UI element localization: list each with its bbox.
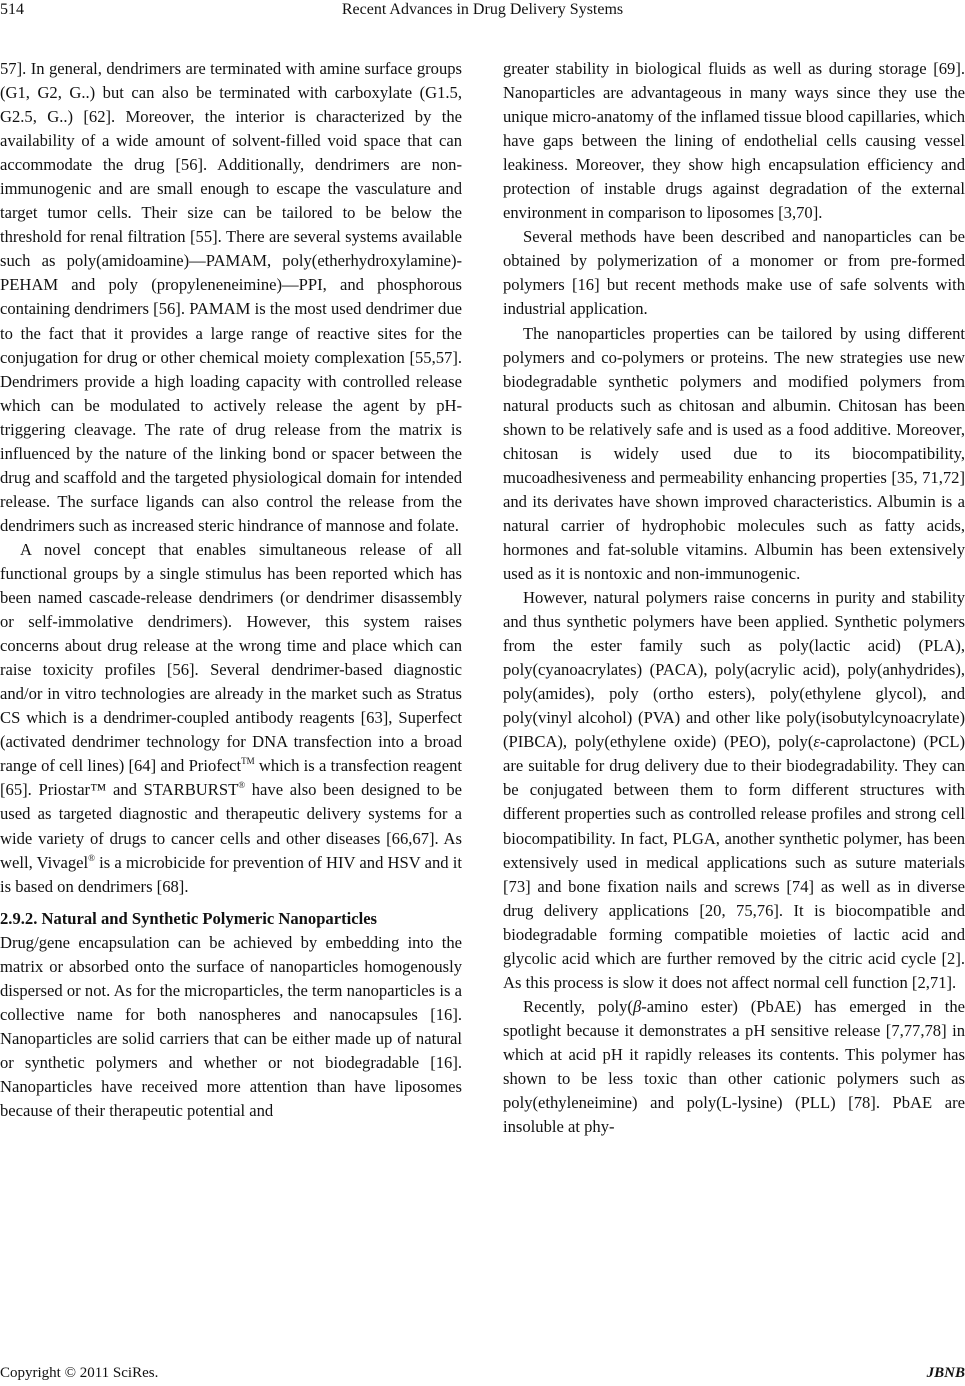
text-run: -caprolactone) (PCL) are suitable for drug delivery due to their biodegradability. They can be conjugated between them to form different structures with different properties such as controlled release profiles and strong cell biocompatibility. In fact, PLGA, another synthetic polymer, has been extensively used in medical applications such as suture materials [73] and bone fixation nails and screws [74] as well as in diverse drug delivery applications [20, 75,76]. It is biocompatible and biodegradable forming compatible moieties of lactic acid and glycolic acid which are further removed by the citric acid cycle [2]. As this process is slow it does not affect normal cell function [2,71]. — [503, 732, 965, 992]
paragraph-synthetic-polymers — [503, 586, 965, 995]
epsilon-symbol: ε — [813, 732, 820, 752]
running-head — [0, 0, 965, 22]
paragraph-dendrimers-continued: 57]. In general, dendrimers are terminated with amine surface groups (G1, G2, G..) but can also be terminated with carboxylate (G1.5, G2.5, G..) [62]. Moreover, the interior is characterized by the availability of a wide amount of solvent-filled void space that can accommodate the drug [56]. Additionally, dendrimers are non-immunogenic and are small enough to escape the vasculature and target tumor cells. Their size can be tailored to be below the threshold for renal filtration [55]. There are several systems available such as poly(amidoamine)—PAMAM, poly(etherhydroxylamine)-PEHAM and poly (propyleneneimine)—PPI, and phosphorous containing dendrimers [56]. PAMAM is the most used dendrimer due to the fact that it provides a large range of reactive sites for the conjugation for drug or other chemical moiety complexation [55,57]. Dendrimers provide a high loading capacity with controlled release which can be modulated to actively release the agent by pH-triggering cleavage. The rate of drug release from the matrix is influenced by the nature of the linking bond or spacer between the drug and scaffold and the targeted physiological domain for intended release. The surface ligands can also control the release from the dendrimers such as increased steric hindrance of mannose and folate. — [0, 59, 462, 535]
paragraph-stability: greater stability in biological fluids as well as during storage [69]. Nanoparticles are advantageous in many ways since they use the unique micro-anatomy of the inflamed tissue blood capillaries, which have gaps between the lining of endothelial cells causing vessel leakiness. Moreover, they show high encapsulation efficiency and protection of instable drugs against degradation of the external environment in comparison to liposomes [3,70]. — [503, 59, 965, 223]
left-column — [0, 57, 462, 1123]
trademark-symbol: TM — [241, 756, 255, 767]
text-run: However, natural polymers raise concerns in purity and stability and thus synthetic polymers have been applied. Synthetic polymers from the ester family such as poly(lactic acid) (PLA), poly(cyanoacrylates) (PACA), poly(acrylic acid), poly(anhydrides), poly(amides), poly (ortho esters), poly(ethylene glycol), and poly(vinyl alcohol) (PVA) and other like poly(isobutylcynoacrylate) (PIBCA), poly(ethylene oxide) (PEO), poly( — [503, 588, 965, 752]
text-run: Recently, poly( — [523, 996, 633, 1016]
beta-symbol: β — [632, 996, 642, 1016]
section-heading: 2.9.2. Natural and Synthetic Polymeric Nanoparticles — [0, 908, 378, 928]
page-footer — [0, 1364, 965, 1386]
text-run: A novel concept that enables simultaneous release of all functional groups by a single stimulus has been reported which has been named cascade-release dendrimers (or dendrimer disassembly or self-immolative dendrimers). However, this system raises concerns about drug release at the wrong time and place which can raise toxicity profiles [56]. Several dendrimer-based diagnostic and/or in vitro technologies are already in the market such as Stratus CS which is a dendrimer-coupled antibody reagents [63], Superfect (activated dendrimer technology for DNA transfection into a broad range of cell lines) [64] and Priofect — [0, 539, 462, 776]
journal-abbreviation: JBNB — [926, 1365, 965, 1381]
paragraph-properties: The nanoparticles properties can be tailored by using different polymers and co-polymers or proteins. The new strategies use new biodegradable synthetic polymers and modified polymers from natural products such as chitosan and albumin. Chitosan has been shown to be relatively safe and is used as a food additive. Moreover, chitosan is widely used due to its biocompatibility, mucoadhesiveness and permeability enhancing properties [35, 71,72] and its derivates have shown improved characteristics. Albumin is a natural carrier of hydrophobic molecules such as fatty acids, hormones and fat-soluble vitamins. Albumin has been extensively used as it is nontoxic and non-immunogenic. — [503, 323, 965, 583]
right-column — [503, 57, 965, 1139]
page-number: 514 — [0, 1, 24, 18]
text-run: have also been designed to be used as targeted diagnostic and therapeutic delivery systems for a wide variety of drugs to cancer cells and other diseases [66,67]. As well, Vivagel — [0, 780, 463, 872]
text-run: -amino ester) (PbAE) has emerged in the spotlight because it demonstrates a pH sensitive release [7,77,78] in which at acid pH it rapidly releases its contents. This polymer has shown to be less toxic than other cationic polymers such as poly(ethyleneimine) and poly(L-lysine) (PLL) [78]. PbAE are insoluble at phy- — [503, 996, 965, 1137]
text-run: is a microbicide for prevention of HIV and HSV and it is based on dendrimers [68]. — [0, 852, 462, 896]
paragraph-pbae — [503, 995, 965, 1139]
copyright-notice: Copyright © 2011 SciRes. — [0, 1365, 159, 1381]
running-title: Recent Advances in Drug Delivery Systems — [341, 1, 624, 18]
paragraph-nanoparticles-intro: Drug/gene encapsulation can be achieved by embedding into the matrix or absorbed onto the surface of nanoparticles homogenously dispersed or not. As for the microparticles, the term nanoparticles is a collective name for both nanospheres and nanocapsules [16]. Nanoparticles are solid carriers that can be either made up of natural or synthetic polymers and whether or not biodegradable [16]. Nanoparticles have received more attention than have liposomes because of their therapeutic potential and — [0, 932, 462, 1120]
registered-symbol: ® — [238, 780, 246, 791]
text-run: which is a transfection reagent [65]. Priostar™ and STARBURST — [0, 756, 462, 800]
registered-symbol: ® — [88, 852, 95, 863]
paragraph-methods: Several methods have been described and nanoparticles can be obtained by polymerization of a monomer or from pre-formed polymers [16] but recent methods make use of safe solvents with industrial application. — [503, 227, 965, 319]
paragraph-cascade-release — [0, 538, 462, 899]
